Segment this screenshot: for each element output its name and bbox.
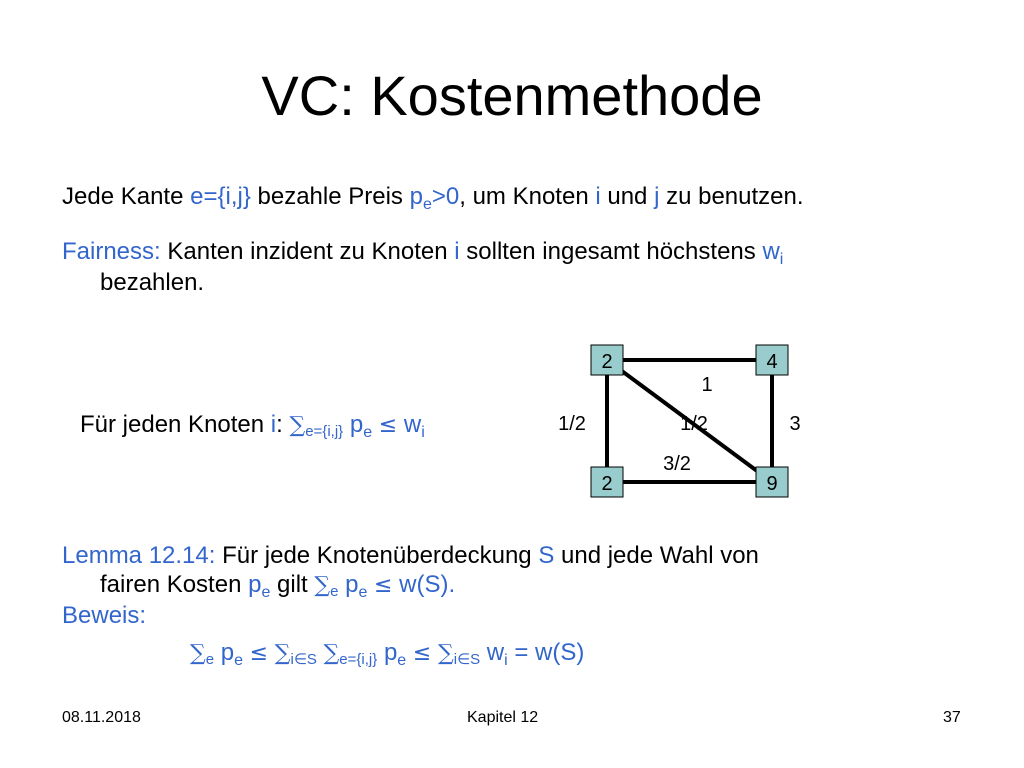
w: w xyxy=(486,639,505,666)
edge-var: e={i,j} xyxy=(190,183,251,210)
node-i: i xyxy=(454,238,460,265)
node-weight-top-right: 4 xyxy=(766,351,778,373)
sum-symbol: ∑ xyxy=(190,641,206,666)
slide-title: VC: Kostenmethode xyxy=(261,64,763,127)
text: bezahle Preis xyxy=(250,183,410,210)
text: Für jeden Knoten xyxy=(80,411,271,438)
example-graph xyxy=(540,340,820,500)
text: zu benutzen. xyxy=(659,183,804,210)
sum-sub: e={i,j} xyxy=(339,651,378,668)
node-weight-bottom-left: 2 xyxy=(601,473,613,495)
sum-symbol: ∑ xyxy=(323,641,340,666)
text: fairen Kosten xyxy=(100,571,249,598)
w-sub: i xyxy=(779,251,784,268)
weight-var xyxy=(762,238,784,268)
edge-price-diagonal: 1/2 xyxy=(680,413,708,435)
sum-symbol: ∑ xyxy=(437,641,454,666)
sum-symbol: ∑ xyxy=(289,413,306,438)
p: p xyxy=(409,183,423,210)
edge-price-bottom: 3/2 xyxy=(663,453,691,475)
w-of-S: w(S). xyxy=(399,571,456,598)
text: Kanten inzident zu Knoten xyxy=(160,238,455,265)
p-sub: e xyxy=(261,584,271,601)
sum-sub: i∈S xyxy=(290,651,317,668)
p-sub: e xyxy=(363,424,373,441)
text: , um Knoten xyxy=(459,183,596,210)
condition-formula xyxy=(289,411,425,441)
sum-sub: i∈S xyxy=(453,651,481,668)
gt-zero: >0 xyxy=(431,183,460,210)
equals-symbol: = xyxy=(514,639,529,666)
text: und jede Wahl von xyxy=(554,542,759,569)
node-weight-bottom-right: 9 xyxy=(766,473,778,495)
lemma-label: Lemma 12.14: xyxy=(62,542,216,569)
p-sub: e xyxy=(234,652,243,669)
footer-chapter: Kapitel 12 xyxy=(467,709,539,726)
p: p xyxy=(345,571,359,598)
w: w xyxy=(403,411,422,438)
w-of-S: w(S) xyxy=(535,639,585,666)
p: p xyxy=(248,571,262,598)
lemma-continuation xyxy=(100,570,455,601)
w-sub: i xyxy=(421,424,425,441)
price-var xyxy=(409,183,460,213)
w-sub: i xyxy=(504,652,508,669)
p: p xyxy=(383,639,398,666)
leq-symbol: ≤ xyxy=(378,413,398,438)
proof-label: Beweis: xyxy=(62,602,147,629)
sum-sub: e xyxy=(205,651,215,668)
lemma-formula xyxy=(314,571,456,601)
p-sub: e xyxy=(358,584,368,601)
p-sub: e xyxy=(397,652,407,669)
proof-formula xyxy=(190,638,584,669)
price-var xyxy=(248,571,271,601)
p-sub: e xyxy=(422,196,432,213)
sum-sub: e={i,j} xyxy=(305,423,344,440)
text: sollten ingesamt höchstens xyxy=(459,238,763,265)
text: und xyxy=(600,183,655,210)
fairness-condition xyxy=(80,410,425,441)
lemma-statement xyxy=(62,541,759,571)
text: Jede Kante xyxy=(62,183,191,210)
fairness-continuation: bezahlen. xyxy=(100,269,205,296)
fairness-label: Fairness: xyxy=(62,238,161,265)
node-j: j xyxy=(654,183,660,210)
leq-symbol: ≤ xyxy=(374,573,393,598)
edge-price-right: 3 xyxy=(789,413,801,435)
footer-page-number: 37 xyxy=(943,709,961,726)
node-i: i xyxy=(270,411,277,438)
sum-symbol: ∑ xyxy=(274,641,291,666)
sum-sub: e xyxy=(330,583,339,600)
edge-price-left: 1/2 xyxy=(558,413,586,435)
leq-symbol: ≤ xyxy=(412,641,432,666)
footer-date: 08.11.2018 xyxy=(62,709,141,726)
text: gilt xyxy=(270,571,315,598)
edge-price-top: 1 xyxy=(701,374,713,396)
text: Für jede Knotenüberdeckung xyxy=(215,542,539,569)
sum-symbol: ∑ xyxy=(314,573,331,598)
p: p xyxy=(220,639,235,666)
set-S: S xyxy=(538,542,555,569)
colon: : xyxy=(276,411,283,438)
edge-price-definition xyxy=(62,182,804,212)
fairness-definition xyxy=(62,237,783,267)
node-weight-top-left: 2 xyxy=(601,351,613,373)
node-i: i xyxy=(595,183,601,210)
p: p xyxy=(349,411,364,438)
leq-symbol: ≤ xyxy=(249,641,269,666)
w: w xyxy=(762,238,780,265)
